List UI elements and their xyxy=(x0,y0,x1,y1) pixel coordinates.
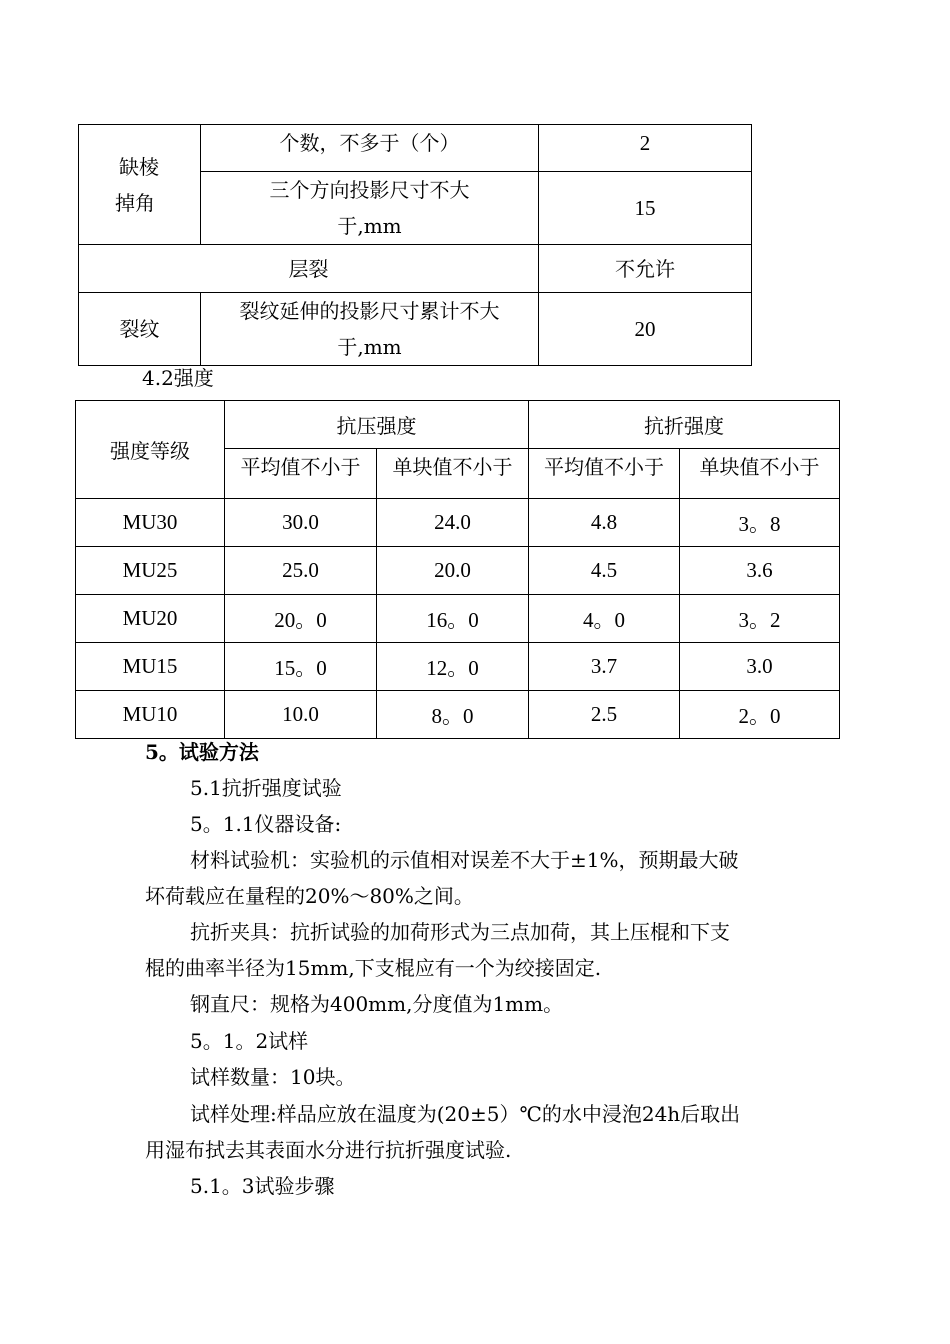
missing-edge-size-desc-line1: 三个方向投影尺寸不大 xyxy=(269,178,470,202)
grade-cell: MU20 xyxy=(76,595,225,643)
value-cell: 20。0 xyxy=(225,595,377,643)
value-cell: 4.5 xyxy=(529,547,680,595)
table-row xyxy=(76,499,840,547)
section-4-2-heading: 4.2强度 xyxy=(142,366,214,390)
crack-desc-line2: 于,mm xyxy=(337,335,402,359)
delamination-desc: 层裂 xyxy=(79,245,539,293)
paragraph-sample-treatment-line2: 用湿布拭去其表面水分进行抗折强度试验. xyxy=(145,1138,512,1162)
missing-edge-label-line1: 缺棱 xyxy=(119,154,159,179)
missing-edge-size-desc xyxy=(201,172,539,245)
grade-cell: MU30 xyxy=(76,499,225,547)
value-cell: 3.7 xyxy=(529,643,680,691)
value-cell: 8。0 xyxy=(377,691,529,739)
missing-edge-size-desc-line2: 于,mm xyxy=(337,214,402,238)
value-cell: 3。8 xyxy=(680,499,840,547)
value-cell: 2.5 xyxy=(529,691,680,739)
strength-table xyxy=(75,400,840,739)
value-cell: 25.0 xyxy=(225,547,377,595)
grade-cell: MU15 xyxy=(76,643,225,691)
section-5-1-2-heading: 5。1。2试样 xyxy=(190,1029,309,1053)
header-sub-flexural-avg: 平均值不小于 xyxy=(529,449,680,499)
value-cell: 12。0 xyxy=(377,643,529,691)
section-5-1-1-heading: 5。1.1仪器设备: xyxy=(190,812,342,836)
paragraph-ruler: 钢直尺：规格为400mm,分度值为1mm。 xyxy=(190,992,564,1016)
value-cell: 15。0 xyxy=(225,643,377,691)
header-sub-compressive-avg: 平均值不小于 xyxy=(225,449,377,499)
paragraph-fixture-line1: 抗折夹具：抗折试验的加荷形式为三点加荷，其上压棍和下支 xyxy=(190,920,730,944)
header-flexural: 抗折强度 xyxy=(529,401,840,449)
value-cell: 30.0 xyxy=(225,499,377,547)
crack-value: 20 xyxy=(539,293,752,366)
value-cell: 20.0 xyxy=(377,547,529,595)
value-cell: 3.6 xyxy=(680,547,840,595)
header-sub-flexural-single: 单块值不小于 xyxy=(680,449,840,499)
crack-desc xyxy=(201,293,539,366)
table-row xyxy=(76,643,840,691)
paragraph-testing-machine-line2: 坏荷载应在量程的20%～80%之间。 xyxy=(145,884,474,908)
table-row xyxy=(76,595,840,643)
value-cell: 16。0 xyxy=(377,595,529,643)
value-cell: 24.0 xyxy=(377,499,529,547)
delamination-value: 不允许 xyxy=(539,245,752,293)
value-cell: 3.0 xyxy=(680,643,840,691)
paragraph-sample-treatment-line1: 试样处理:样品应放在温度为(20±5）℃的水中浸泡24h后取出 xyxy=(190,1102,741,1126)
section-5-heading: 5。试验方法 xyxy=(145,740,259,764)
paragraph-sample-treatment xyxy=(145,1096,825,1168)
missing-edge-label-cell xyxy=(79,125,201,245)
crack-label: 裂纹 xyxy=(79,293,201,366)
value-cell: 3。2 xyxy=(680,595,840,643)
crack-desc-line1: 裂纹延伸的投影尺寸累计不大 xyxy=(239,299,500,323)
missing-edge-count-desc: 个数，不多于（个） xyxy=(201,125,539,172)
value-cell: 10.0 xyxy=(225,691,377,739)
section-5-1-3-heading: 5.1。3试验步骤 xyxy=(190,1174,335,1198)
grade-cell: MU25 xyxy=(76,547,225,595)
missing-edge-count-value: 2 xyxy=(539,125,752,172)
paragraph-sample-count: 试样数量：10块。 xyxy=(190,1065,356,1089)
header-sub-compressive-single: 单块值不小于 xyxy=(377,449,529,499)
paragraph-fixture xyxy=(145,914,825,986)
missing-edge-label-line2: 掉角 xyxy=(115,190,155,215)
section-5-1-heading: 5.1抗折强度试验 xyxy=(190,776,342,800)
defect-table xyxy=(78,124,752,366)
paragraph-testing-machine-line1: 材料试验机：实验机的示值相对误差不大于±1%，预期最大破 xyxy=(190,848,739,872)
grade-cell: MU10 xyxy=(76,691,225,739)
value-cell: 4。0 xyxy=(529,595,680,643)
missing-edge-size-value: 15 xyxy=(539,172,752,245)
header-compressive: 抗压强度 xyxy=(225,401,529,449)
value-cell: 2。0 xyxy=(680,691,840,739)
paragraph-testing-machine xyxy=(145,842,825,914)
table-row xyxy=(76,547,840,595)
header-grade: 强度等级 xyxy=(76,401,225,499)
value-cell: 4.8 xyxy=(529,499,680,547)
paragraph-fixture-line2: 棍的曲率半径为15mm,下支棍应有一个为绞接固定. xyxy=(145,956,602,980)
table-row xyxy=(76,691,840,739)
